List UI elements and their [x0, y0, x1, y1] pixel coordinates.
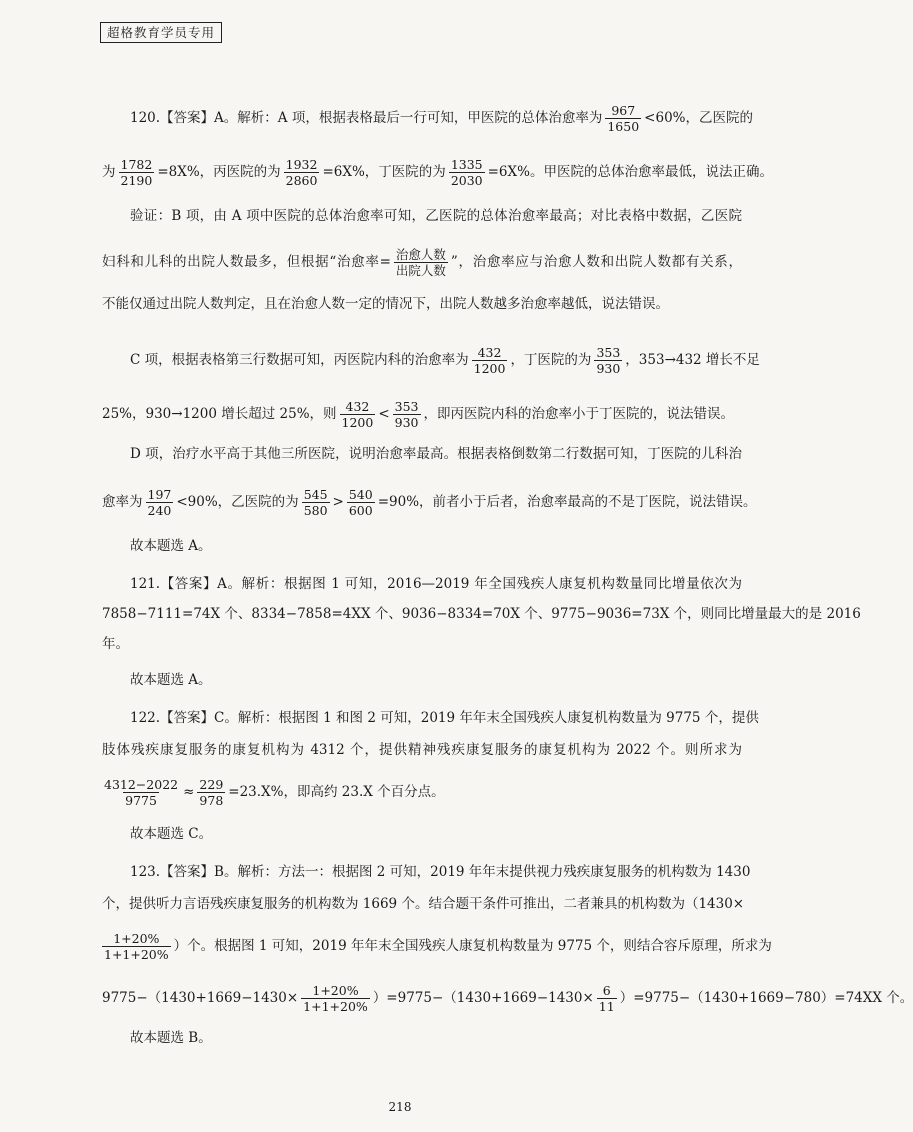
- q120-line-1: [130, 103, 753, 135]
- fraction-denominator: 930: [596, 361, 621, 377]
- fraction: [340, 400, 376, 429]
- fraction-numerator: 4312−2022: [104, 777, 179, 792]
- fraction: [197, 778, 225, 807]
- q123-line-4: [102, 983, 913, 1015]
- text-run: <: [378, 406, 390, 423]
- fraction-numerator: 1+20%: [312, 983, 359, 998]
- fraction: [146, 488, 174, 517]
- fraction-denominator: 978: [199, 793, 224, 809]
- fraction-numerator: 229: [199, 777, 224, 792]
- fraction-denominator: 出院人数: [395, 263, 446, 279]
- fraction-denominator: 1650: [607, 119, 640, 135]
- fraction: [597, 984, 617, 1013]
- fraction-numerator: 1782: [120, 157, 153, 172]
- text-run: =90%，前者小于后者，治愈率最高的不是丁医院，说法错误。: [377, 494, 757, 511]
- text-run: ”，治愈率应与治愈人数和出院人数都有关系，: [450, 254, 743, 271]
- fraction-numerator: 6: [602, 983, 611, 998]
- text-run: 25%，930→1200 增长超过 25%，则: [102, 406, 337, 423]
- q120-line-9: [102, 487, 757, 519]
- q121-conclusion: 故本题选 A。: [130, 672, 212, 688]
- text-run: C 项，根据表格第三行数据可知，丙医院内科的治愈率为: [130, 352, 469, 369]
- fraction-denominator: 1200: [473, 361, 506, 377]
- fraction-numerator: 1335: [450, 157, 483, 172]
- fraction-numerator: 432: [345, 399, 370, 414]
- q120-line-7: [102, 400, 742, 429]
- fraction: [102, 778, 180, 807]
- fraction: [394, 248, 448, 277]
- text-run: >: [332, 494, 344, 511]
- fraction-numerator: 353: [596, 345, 621, 360]
- q120-line-5: 不能仅通过出院人数判定，且在治愈人数一定的情况下，出院人数越多治愈率越低，说法错误。: [102, 296, 669, 312]
- q120-conclusion: 故本题选 A。: [130, 538, 212, 554]
- text-run: ）=9775−（1430+1669−1430×: [372, 990, 594, 1007]
- fraction: [302, 488, 330, 517]
- text-run: 9775−（1430+1669−1430×: [102, 990, 299, 1007]
- fraction: [605, 104, 641, 133]
- q120-line-4: [102, 248, 742, 277]
- fraction-numerator: 545: [303, 487, 328, 502]
- text-run: ，即丙医院内科的治愈率小于丁医院的，说法错误。: [423, 406, 735, 423]
- fraction-numerator: 197: [147, 487, 172, 502]
- fraction-denominator: 11: [598, 999, 615, 1015]
- fraction-denominator: 580: [303, 503, 328, 519]
- fraction-denominator: 2860: [285, 173, 318, 189]
- text-run: ，353→432 增长不足: [625, 352, 760, 369]
- fraction-denominator: 1+1+20%: [303, 999, 368, 1015]
- q122-line-1: 122.【答案】C。解析：根据图 1 和图 2 可知，2019 年年末全国残疾人康复机构数量为 9775 个，提供: [130, 710, 759, 726]
- text-run: 妇科和儿科的出院人数最多，但根据“治愈率=: [102, 254, 391, 271]
- q122-line-3: [102, 778, 742, 807]
- text-run: <90%，乙医院的为: [176, 494, 299, 511]
- text-run: ≈: [183, 784, 195, 801]
- q123-line-3: [102, 931, 772, 963]
- fraction-numerator: 432: [477, 345, 502, 360]
- text-run: <60%，乙医院的: [644, 110, 753, 127]
- q121-line-2: 7858−7111=74X 个、8334−7858=4XX 个、9036−8334=70X 个、9775−9036=73X 个，则同比增量最大的是 2016: [102, 606, 861, 622]
- text-run: =8X%，丙医院的为: [157, 164, 281, 181]
- fraction-numerator: 967: [611, 103, 636, 118]
- fraction-numerator: 540: [348, 487, 373, 502]
- text-run: ）个。根据图 1 可知，2019 年年末全国残疾人康复机构数量为 9775 个，则结合容斥原理，所求为: [173, 938, 772, 955]
- fraction-numerator: 1+20%: [113, 931, 160, 946]
- fraction-denominator: 600: [348, 503, 373, 519]
- q122-conclusion: 故本题选 C。: [130, 826, 213, 842]
- fraction-denominator: 1+1+20%: [104, 947, 169, 963]
- fraction-denominator: 2030: [450, 173, 483, 189]
- q120-line-3: 验证：B 项，由 A 项中医院的总体治愈率可知，乙医院的总体治愈率最高；对比表格中数据，乙医院: [130, 208, 742, 224]
- q122-line-2: 肢体残疾康复服务的康复机构为 4312 个，提供精神残疾康复服务的康复机构为 2022 个。则所求为: [102, 742, 742, 758]
- fraction: [347, 488, 375, 517]
- text-run: ）=9775−（1430+1669−780）=74XX 个。: [619, 990, 913, 1007]
- text-run: =6X%。甲医院的总体治愈率最低，说法正确。: [487, 164, 773, 181]
- fraction: [472, 346, 508, 375]
- fraction: [284, 158, 320, 187]
- fraction: [393, 400, 421, 429]
- q123-line-2: 个，提供听力言语残疾康复服务的机构数为 1669 个。结合题干条件可推出，二者兼具的机构数为（1430×: [102, 896, 745, 912]
- q120-line-6: [130, 345, 760, 377]
- fraction-denominator: 9775: [125, 793, 157, 809]
- text-run: ，丁医院的为: [510, 352, 592, 369]
- fraction-denominator: 2190: [120, 173, 153, 189]
- fraction: [301, 984, 370, 1013]
- q121-line-1: 121.【答案】A。解析：根据图 1 可知，2016—2019 年全国残疾人康复机构数量同比增量依次为: [130, 576, 742, 592]
- q123-conclusion: 故本题选 B。: [130, 1030, 212, 1046]
- text-run: 为: [102, 164, 116, 181]
- fraction: [594, 346, 622, 375]
- q123-line-1: 123.【答案】B。解析：方法一：根据图 2 可知，2019 年年末提供视力残疾康复服务的机构数为 1430: [130, 864, 751, 880]
- fraction-numerator: 治愈人数: [395, 247, 446, 262]
- fraction-denominator: 1200: [341, 415, 374, 431]
- q120-line-2: [102, 157, 773, 189]
- fraction-denominator: 240: [147, 503, 172, 519]
- usage-stamp: 超格教育学员专用: [100, 22, 222, 43]
- fraction: [119, 158, 155, 187]
- fraction: [102, 932, 171, 961]
- q121-line-3: 年。: [102, 636, 129, 652]
- fraction: [449, 158, 485, 187]
- fraction-denominator: 930: [394, 415, 419, 431]
- q120-line-8: D 项，治疗水平高于其他三所医院，说明治愈率最高。根据表格倒数第二行数据可知，丁医院的儿科治: [130, 446, 742, 462]
- text-run: 愈率为: [102, 494, 143, 511]
- text-run: 120.【答案】A。解析：A 项，根据表格最后一行可知，甲医院的总体治愈率为: [130, 110, 603, 127]
- text-run: =6X%，丁医院的为: [322, 164, 446, 181]
- text-run: =23.X%，即高约 23.X 个百分点。: [228, 784, 445, 801]
- fraction-numerator: 353: [394, 399, 419, 414]
- fraction-numerator: 1932: [285, 157, 318, 172]
- page-number: 218: [388, 1100, 412, 1114]
